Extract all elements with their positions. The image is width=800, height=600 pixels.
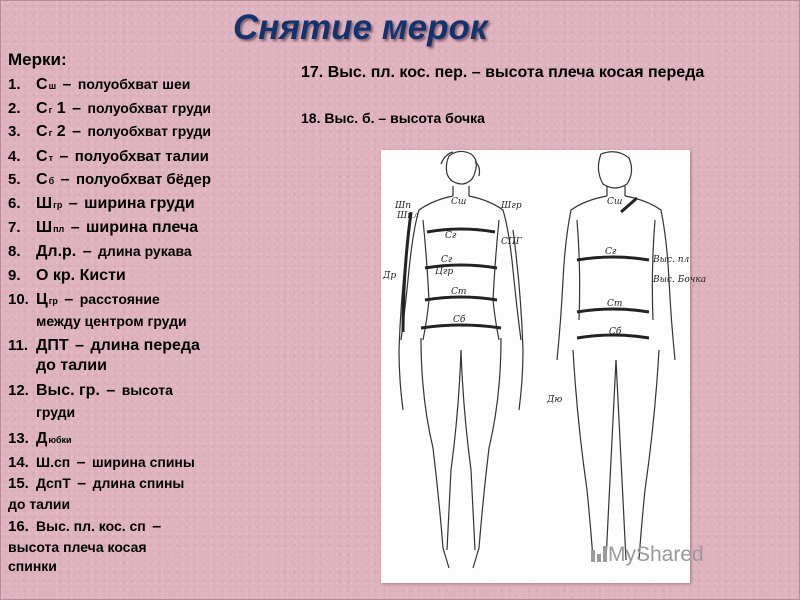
fig-label-sg1: Сг: [445, 231, 457, 241]
fig-label-sg2: Сг: [441, 255, 453, 265]
measure-item-10: 10. Цгр – расстояние между центром груди: [8, 291, 187, 329]
fig-label-dr: Др: [383, 271, 397, 281]
measure-item-4: 4. Ст – полуобхват талии: [8, 148, 209, 165]
measure-item-13: 13. Дюбки: [8, 430, 72, 447]
fig-label-back-dyu: Дю: [547, 395, 563, 405]
measure-item-5: 5. Сб – полуобхват бёдер: [8, 171, 211, 188]
fig-label-back-sg: Сг: [605, 247, 617, 257]
figure-drawing: [381, 150, 707, 583]
fig-label-vys-pl: Выс. пл: [653, 255, 690, 265]
fig-label-sb: Сб: [453, 315, 466, 325]
slide-title: Снятие мерок: [233, 8, 488, 47]
measure-item-2: 2. Сг 1 – полуобхват груди: [8, 100, 212, 117]
measure-item-1: 1. Сш – полуобхват шеи: [8, 76, 191, 93]
fig-label-back-ssh: Сш: [607, 197, 623, 207]
fig-label-spg: СПГ: [501, 237, 522, 247]
fig-label-shpl: Шпл: [397, 211, 419, 221]
fig-label-st: Ст: [451, 287, 467, 297]
measure-item-12: 12. Выс. гр. – высота груди: [8, 382, 173, 420]
fig-label-back-sb: Сб: [609, 327, 622, 337]
measures-heading: Мерки:: [8, 50, 67, 69]
fig-label-ssh: Сш: [451, 197, 467, 207]
fig-label-shp: Шп: [395, 201, 412, 211]
measurement-sketch-image: [381, 150, 707, 583]
fig-label-shgr: Шгр: [501, 201, 522, 211]
measure-item-9: 9. О кр. Кисти: [8, 267, 126, 284]
measure-item-15: 15. ДспТ – длина спины до талии: [8, 475, 185, 512]
back-figure: [557, 152, 675, 560]
measure-item-8: 8. Дл.р. – длина рукава: [8, 243, 192, 260]
measure-item-14: 14. Ш.сп – ширина спины: [8, 454, 195, 471]
measure-item-3: 3. Сг 2 – полуобхват груди: [8, 123, 212, 140]
watermark-text: MyShared: [608, 543, 704, 566]
measure-item-18: 18. Выс. б. – высота бочка: [301, 110, 485, 126]
fig-label-vys-bochka: Выс. Бочка: [653, 275, 707, 285]
fig-label-tsgr: Цгр: [435, 267, 454, 277]
measure-item-11: 11. ДПТ – длина переда до талии: [8, 337, 200, 374]
measure-item-7: 7. Шпл – ширина плеча: [8, 219, 199, 236]
fig-label-back-st: Ст: [607, 299, 623, 309]
measure-item-16: 16. Выс. пл. кос. сп – высота плеча косая спинки: [8, 518, 162, 574]
measure-item-6: 6. Шгр – ширина груди: [8, 195, 195, 212]
measure-item-17: 17. Выс. пл. кос. пер. – высота плеча косая переда: [301, 64, 705, 81]
watermark-logo-icon: [591, 546, 607, 562]
